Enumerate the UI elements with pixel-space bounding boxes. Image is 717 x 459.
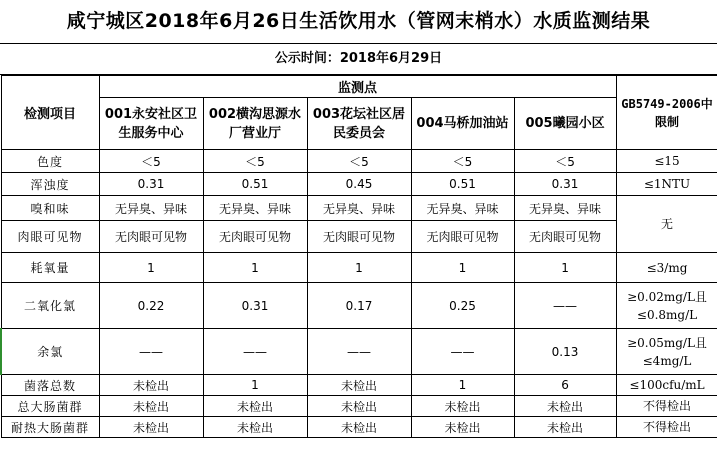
cell-value: 无异臭、异味: [99, 196, 203, 221]
item-label: 耐热大肠菌群: [1, 417, 99, 438]
cell-value: ＜5: [203, 150, 307, 173]
cell-standard: ≥0.02mg/L且≤0.8mg/L: [616, 283, 717, 329]
table-row-chlorine-dioxide: [1, 283, 717, 329]
cell-value: 0.25: [411, 283, 514, 329]
header-site-4: 004马桥加油站: [411, 98, 514, 150]
cell-standard: 不得检出: [616, 396, 717, 417]
cell-value: ＜5: [514, 150, 616, 173]
header-monitoring-sites: 监测点: [99, 76, 616, 98]
header-site-1: 001永安社区卫生服务中心: [99, 98, 203, 150]
cell-standard: ≤1NTU: [616, 173, 717, 196]
cell-value: ——: [411, 329, 514, 375]
cell-value: 无肉眼可见物: [99, 221, 203, 253]
table-row-visible-matter: [1, 221, 717, 253]
cell-value: 未检出: [203, 396, 307, 417]
results-table: [0, 75, 717, 438]
cell-value: ——: [514, 283, 616, 329]
cell-value: ——: [203, 329, 307, 375]
report-title: 咸宁城区2018年6月26日生活饮用水（管网末梢水）水质监测结果: [0, 0, 717, 44]
table-row-oxygen-consumption: [1, 253, 717, 283]
cell-value: 未检出: [307, 375, 411, 396]
item-label: 肉眼可见物: [1, 221, 99, 253]
cell-value: 0.51: [411, 173, 514, 196]
table-row-thermotolerant-coliform: [1, 417, 717, 438]
cell-value: 1: [203, 375, 307, 396]
cell-value: 无异臭、异味: [307, 196, 411, 221]
cell-standard: ≤100cfu/mL: [616, 375, 717, 396]
cell-value: 无肉眼可见物: [514, 221, 616, 253]
cell-value: 0.31: [203, 283, 307, 329]
cell-value: 无肉眼可见物: [203, 221, 307, 253]
cell-value: 6: [514, 375, 616, 396]
cell-value: 1: [411, 375, 514, 396]
cell-standard: ≤15: [616, 150, 717, 173]
header-item: 检测项目: [1, 76, 99, 150]
cell-value: 未检出: [307, 417, 411, 438]
cell-value: 无异臭、异味: [203, 196, 307, 221]
cell-value: 0.31: [514, 173, 616, 196]
cell-value: 0.51: [203, 173, 307, 196]
publish-date: 公示时间：2018年6月29日: [0, 44, 717, 75]
cell-value: 无肉眼可见物: [307, 221, 411, 253]
cell-value: 1: [307, 253, 411, 283]
cell-value: 未检出: [99, 375, 203, 396]
cell-value: 1: [99, 253, 203, 283]
cell-value: 未检出: [514, 417, 616, 438]
item-label: 浑浊度: [1, 173, 99, 196]
cell-value: ＜5: [411, 150, 514, 173]
cell-value: 未检出: [514, 396, 616, 417]
cell-value: 0.22: [99, 283, 203, 329]
cell-value: ——: [307, 329, 411, 375]
header-standard: GB5749-2006中限制: [616, 76, 717, 150]
cell-value: ＜5: [307, 150, 411, 173]
item-label: 嗅和味: [1, 196, 99, 221]
cell-standard: 不得检出: [616, 417, 717, 438]
cell-standard: ≥0.05mg/L且≤4mg/L: [616, 329, 717, 375]
item-label: 二氧化氯: [1, 283, 99, 329]
item-label: 菌落总数: [1, 375, 99, 396]
table-row-residual-chlorine: [1, 329, 717, 375]
cell-value: 未检出: [99, 396, 203, 417]
cell-value: 1: [411, 253, 514, 283]
cell-value: 无异臭、异味: [514, 196, 616, 221]
item-label: 色度: [1, 150, 99, 173]
cell-value: 未检出: [411, 417, 514, 438]
item-label: 耗氧量: [1, 253, 99, 283]
item-label: 总大肠菌群: [1, 396, 99, 417]
header-site-3: 003花坛社区居民委员会: [307, 98, 411, 150]
cell-value: 1: [514, 253, 616, 283]
cell-value: 未检出: [99, 417, 203, 438]
cell-value: 无肉眼可见物: [411, 221, 514, 253]
table-row-total-coliform: [1, 396, 717, 417]
table-row-chroma: [1, 150, 717, 173]
cell-value: 无异臭、异味: [411, 196, 514, 221]
table-row-turbidity: [1, 173, 717, 196]
cell-value: 1: [203, 253, 307, 283]
cell-value: ＜5: [99, 150, 203, 173]
cell-value: 0.17: [307, 283, 411, 329]
cell-value: 0.31: [99, 173, 203, 196]
header-site-5: 005曦园小区: [514, 98, 616, 150]
cell-standard: 无: [616, 196, 717, 253]
table-row-odor: [1, 196, 717, 221]
item-label: 余氯: [1, 329, 99, 375]
cell-standard: ≤3/mg: [616, 253, 717, 283]
table-row-colony-count: [1, 375, 717, 396]
cell-value: 未检出: [307, 396, 411, 417]
cell-value: 0.13: [514, 329, 616, 375]
cell-value: 0.45: [307, 173, 411, 196]
cell-value: ——: [99, 329, 203, 375]
cell-value: 未检出: [411, 396, 514, 417]
header-site-2: 002横沟思源水厂营业厅: [203, 98, 307, 150]
cell-value: 未检出: [203, 417, 307, 438]
